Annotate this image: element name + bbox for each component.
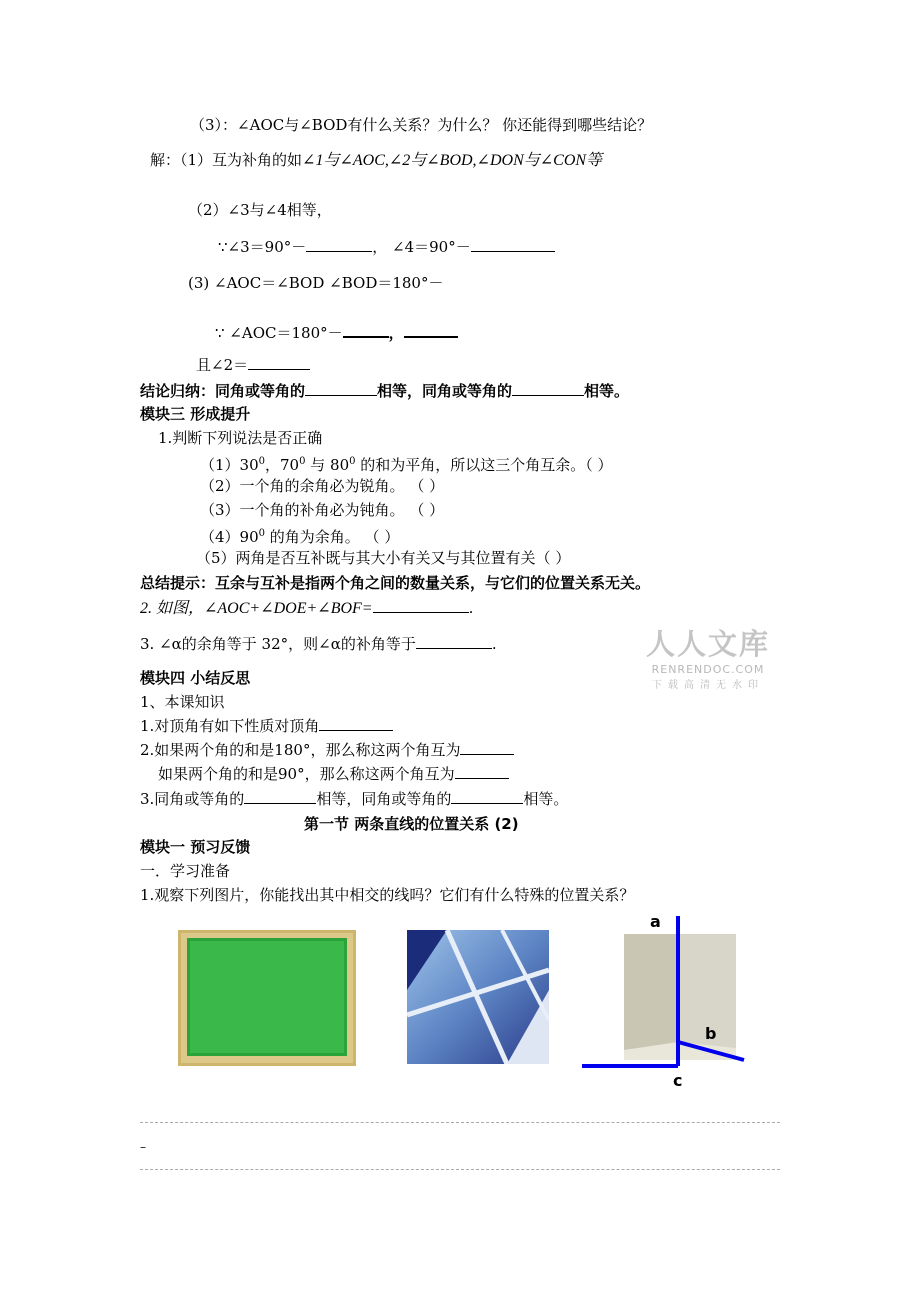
k3-text: 相等。 bbox=[523, 790, 569, 808]
q3b-text: 3. ∠α的余角等于 32°，则∠α的补角等于 bbox=[140, 635, 416, 653]
judge-item-5: （5）两角是否互补既与其大小有关又与其位置有关（ ） bbox=[196, 549, 571, 567]
q2-text: 2. 如图，∠AOC+∠DOE+∠BOF= bbox=[140, 600, 373, 617]
q3b-end: . bbox=[491, 635, 497, 653]
label-b: b bbox=[705, 1024, 717, 1043]
solution-2: （2）∠3与∠4相等， bbox=[188, 201, 332, 219]
blank[interactable] bbox=[373, 598, 469, 613]
judge-title: 1.判断下列说法是否正确 bbox=[158, 429, 323, 447]
knowledge-heading: 1、本课知识 bbox=[140, 693, 225, 711]
section-title: 第一节 两条直线的位置关系 (2) bbox=[304, 815, 519, 833]
knowledge-2 bbox=[140, 740, 514, 760]
observe-question: 1.观察下列图片，你能找出其中相交的线吗？它们有什么特殊的位置关系？ bbox=[140, 886, 635, 904]
skylight-image bbox=[407, 930, 549, 1064]
question-2 bbox=[140, 598, 473, 619]
eq-angle2: 且∠2＝ bbox=[196, 356, 249, 374]
j1-text: 的和为平角，所以这三个角互余。（ ） bbox=[355, 456, 613, 474]
solution-expr: ∠1与∠AOC,∠2与∠BOD,∠DON与∠CON等 bbox=[302, 152, 603, 169]
blank[interactable] bbox=[471, 237, 555, 252]
green-board-image bbox=[178, 930, 356, 1066]
question-3: （3）：∠AOC与∠BOD有什么关系？为什么？ 你还能得到哪些结论？ bbox=[190, 116, 653, 134]
conclusion-part-1: 结论归纳：同角或等角的 bbox=[140, 382, 306, 400]
k3-text: 相等，同角或等角的 bbox=[316, 790, 452, 808]
k1-text: 1.对顶角有如下性质对顶角 bbox=[140, 717, 320, 735]
eq-angle4: ， ∠4＝90°－ bbox=[372, 238, 471, 256]
answer-line[interactable] bbox=[140, 1169, 780, 1170]
knowledge-1 bbox=[140, 716, 393, 736]
blank[interactable] bbox=[305, 381, 377, 396]
watermark bbox=[646, 622, 770, 691]
solution-3: (3) ∠AOC＝∠BOD ∠BOD＝180°－ bbox=[188, 274, 444, 292]
solution-3-angle2 bbox=[196, 355, 310, 375]
eq-aoc: ∵ ∠AOC＝180°－ bbox=[215, 324, 343, 342]
watermark-tagline: 下载高清无水印 bbox=[652, 680, 764, 691]
answer-line[interactable] bbox=[140, 1122, 780, 1123]
conclusion-part-3: 相等。 bbox=[584, 382, 630, 400]
module-3-heading: 模块三 形成提升 bbox=[140, 405, 251, 423]
room-corner-image bbox=[582, 914, 746, 1074]
conclusion bbox=[140, 381, 629, 401]
j1-text: ，70 bbox=[265, 456, 300, 474]
degree-sup: 0 bbox=[258, 528, 266, 539]
blank[interactable] bbox=[248, 355, 310, 370]
blank[interactable] bbox=[244, 789, 316, 804]
prep-heading: 一．学习准备 bbox=[140, 862, 231, 880]
blank[interactable] bbox=[460, 740, 514, 755]
conclusion-part-2: 相等，同角或等角的 bbox=[377, 382, 513, 400]
judge-item-1 bbox=[200, 452, 613, 475]
j4-text: （4）90 bbox=[200, 528, 259, 546]
watermark-title: 人人文库 bbox=[646, 627, 771, 661]
blank[interactable] bbox=[512, 381, 584, 396]
j4-text: 的角为余角。 （ ） bbox=[265, 528, 400, 546]
eq-angle3: ∵∠3＝90°－ bbox=[218, 238, 307, 256]
solution-3-eq bbox=[215, 322, 458, 343]
blank[interactable] bbox=[343, 322, 389, 338]
j1-text: （1）30 bbox=[200, 456, 259, 474]
degree-sup: 0 bbox=[299, 456, 306, 467]
judge-item-3: （3）一个角的补角必为钝角。 （ ） bbox=[200, 501, 445, 519]
blank[interactable] bbox=[451, 789, 523, 804]
module-1-heading: 模块一 预习反馈 bbox=[140, 838, 251, 856]
blank[interactable] bbox=[455, 764, 509, 779]
knowledge-3 bbox=[140, 789, 568, 809]
solution-1 bbox=[150, 150, 602, 171]
module-4-heading: 模块四 小结反思 bbox=[140, 669, 251, 687]
question-3b bbox=[140, 634, 497, 654]
blank[interactable] bbox=[306, 237, 372, 252]
judge-item-4 bbox=[200, 524, 399, 547]
solution-prefix: 解：（1）互为补角的如 bbox=[150, 151, 303, 169]
knowledge-2b bbox=[158, 764, 509, 784]
summary-tip: 总结提示：互余与互补是指两个角之间的数量关系，与它们的位置关系无关。 bbox=[140, 574, 651, 592]
degree-sup: 0 bbox=[349, 456, 356, 467]
j1-text: 与 80 bbox=[305, 456, 350, 474]
blank[interactable] bbox=[404, 322, 458, 338]
dash-mark: – bbox=[140, 1140, 146, 1154]
blank[interactable] bbox=[319, 716, 393, 731]
comma: ， bbox=[388, 324, 404, 342]
degree-sup: 0 bbox=[258, 456, 266, 467]
k2b-text: 如果两个角的和是90°，那么称这两个角互为 bbox=[158, 765, 455, 783]
q2-end: . bbox=[468, 599, 474, 617]
watermark-domain: RENRENDOC.COM bbox=[651, 663, 765, 676]
label-c: c bbox=[673, 1071, 683, 1090]
judge-item-2: （2）一个角的余角必为锐角。 （ ） bbox=[200, 477, 445, 495]
k2-text: 2.如果两个角的和是180°，那么称这两个角互为 bbox=[140, 741, 461, 759]
blank[interactable] bbox=[416, 634, 492, 649]
k3-text: 3.同角或等角的 bbox=[140, 790, 245, 808]
label-a: a bbox=[650, 912, 661, 931]
solution-2-eq bbox=[218, 237, 555, 257]
